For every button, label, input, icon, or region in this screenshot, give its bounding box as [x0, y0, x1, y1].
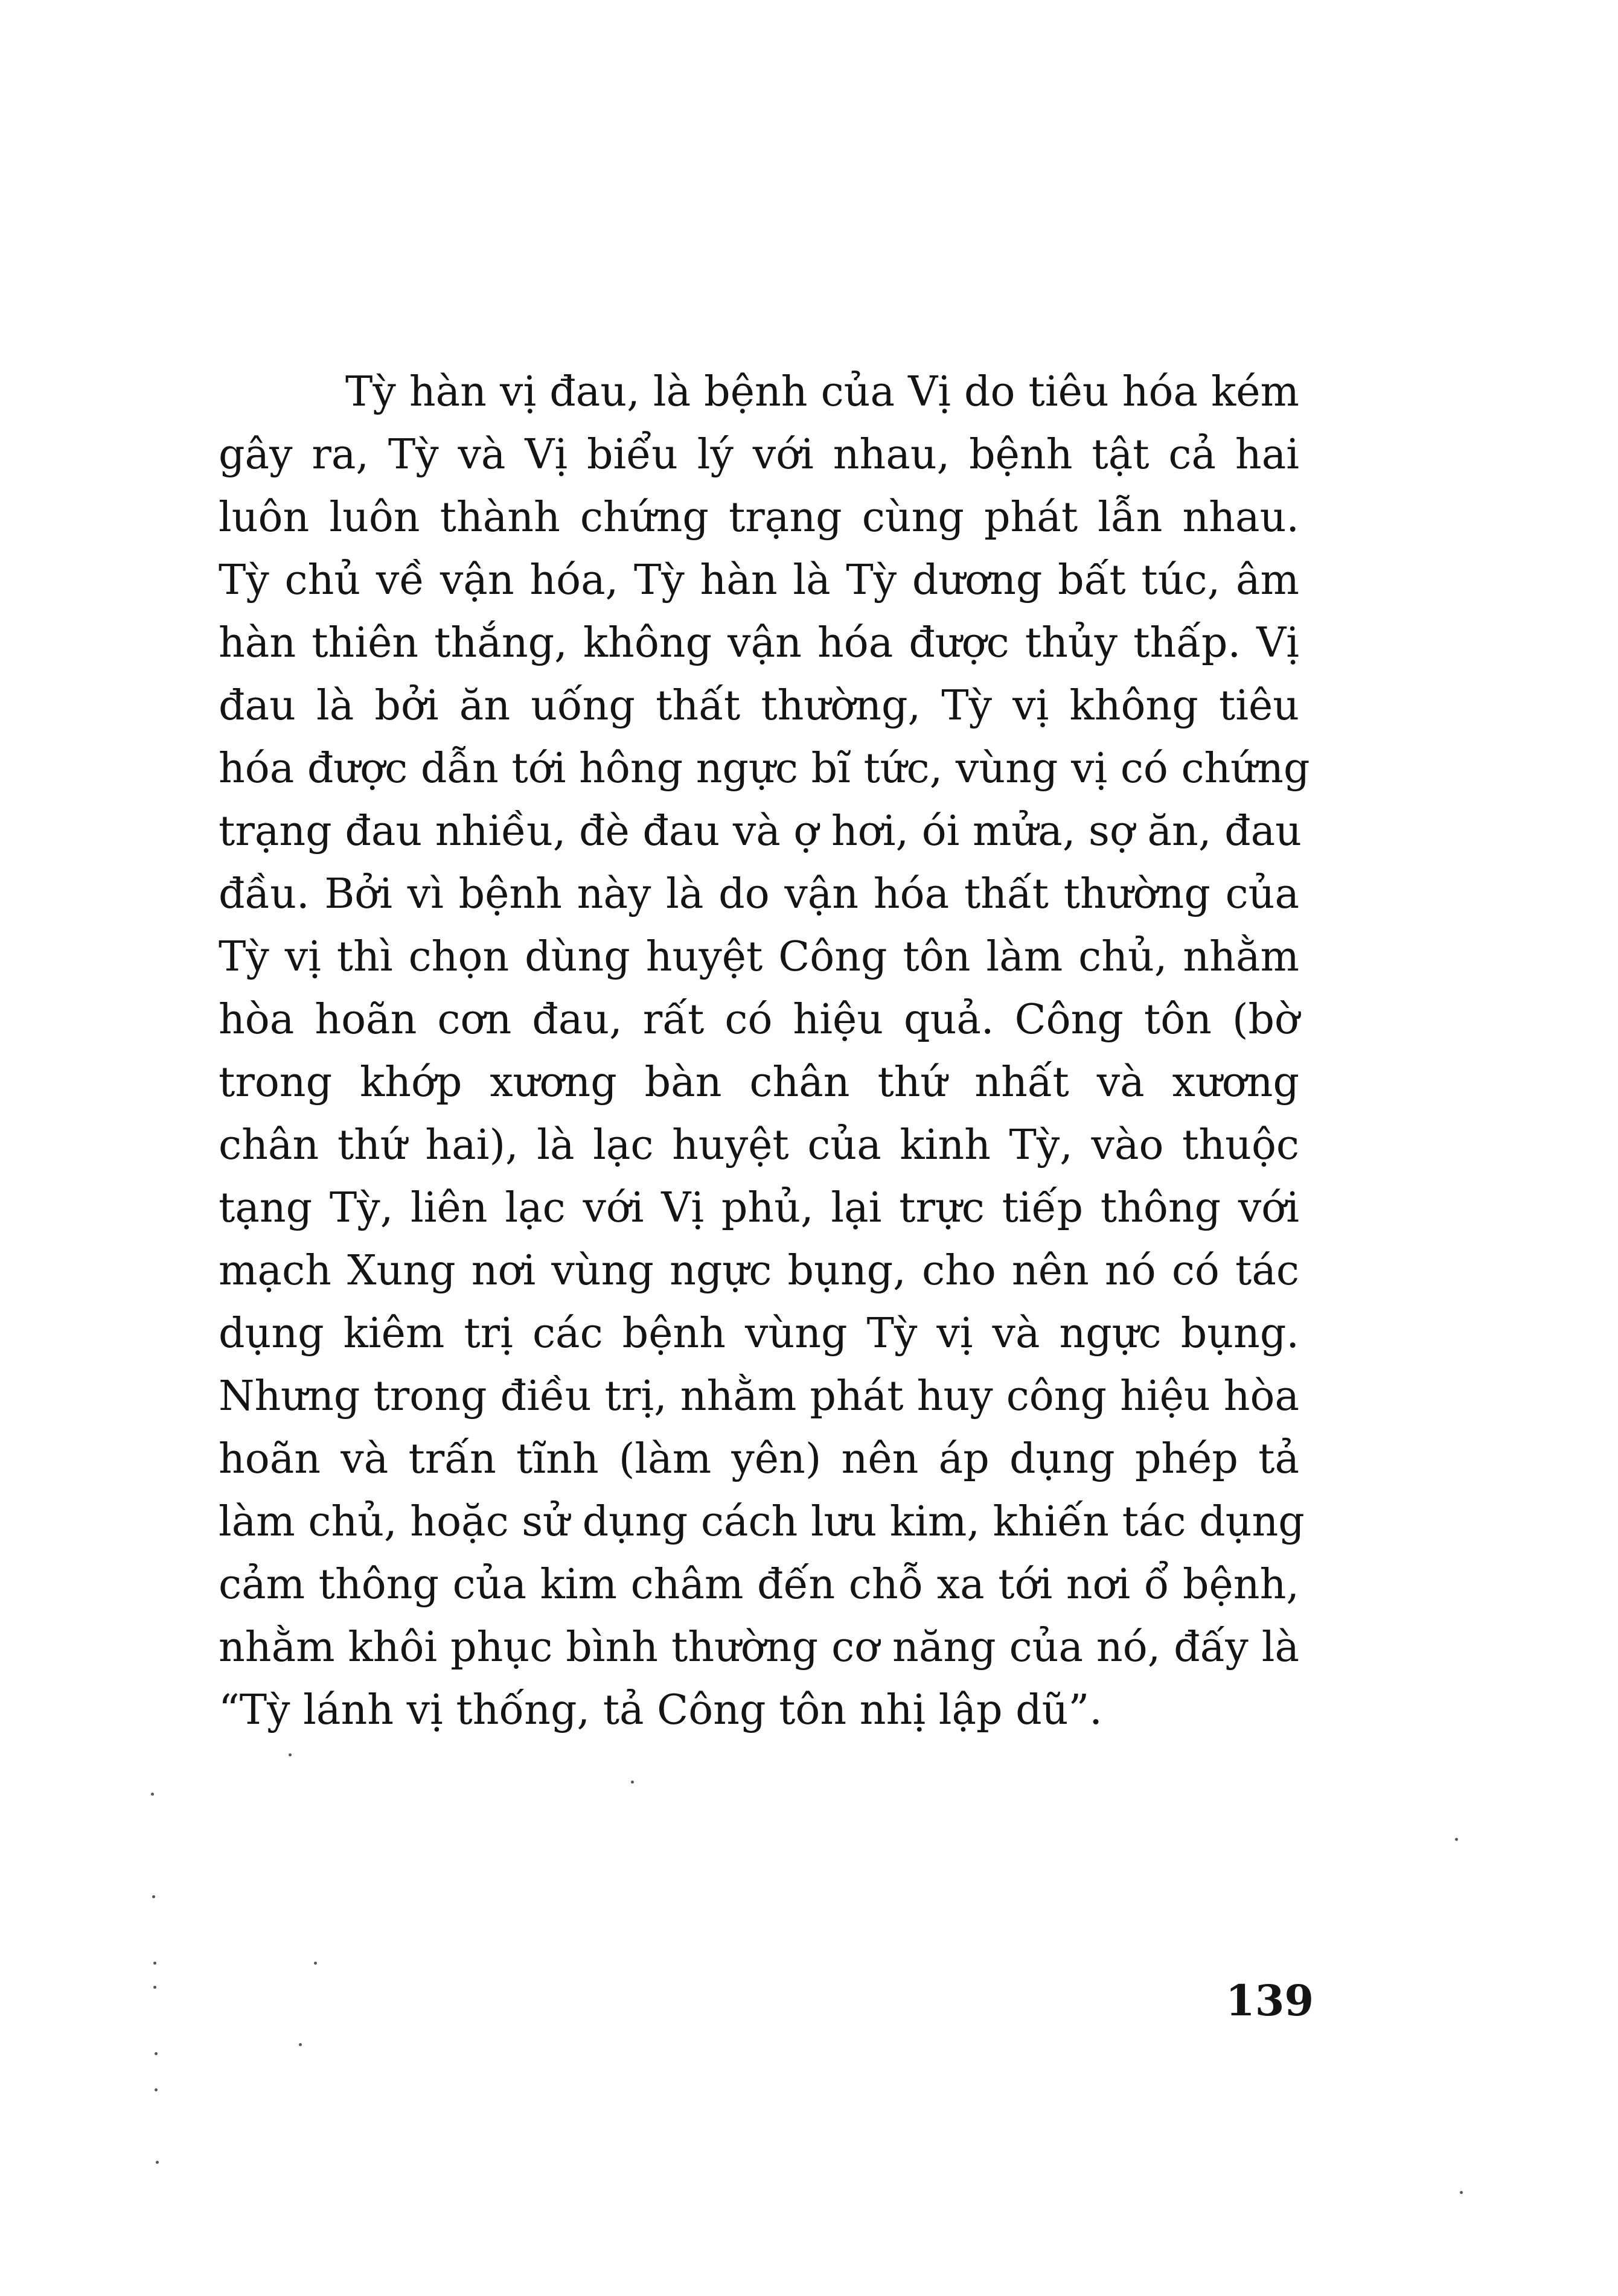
scan-speck — [1455, 1838, 1458, 1841]
text-line: dụng kiêm trị các bệnh vùng Tỳ vị và ngực bụng. — [219, 1310, 1299, 1357]
text-line: Tỳ vị thì chọn dùng huyệt Công tôn làm chủ, nhằm — [219, 933, 1299, 981]
scan-speck — [299, 2043, 302, 2046]
text-line: tạng Tỳ, liên lạc với Vị phủ, lại trực tiếp thông với — [219, 1184, 1299, 1232]
text-line: luôn luôn thành chứng trạng cùng phát lẫn nhau. — [219, 494, 1299, 541]
scan-speck — [1460, 2191, 1463, 2194]
text-line: làm chủ, hoặc sử dụng cách lưu kim, khiến tác dụng — [219, 1498, 1305, 1546]
text-line: cảm thông của kim châm đến chỗ xa tới nơi ổ bệnh, — [219, 1561, 1299, 1609]
text-line: chân thứ hai), là lạc huyệt của kinh Tỳ, vào thuộc — [219, 1121, 1299, 1169]
text-line: Nhưng trong điều trị, nhằm phát huy công hiệu hòa — [219, 1373, 1299, 1420]
scan-speck — [155, 2088, 158, 2091]
text-line: “Tỳ lánh vị thống, tả Công tôn nhị lập dũ”. — [219, 1686, 1102, 1734]
text-line: đầu. Bởi vì bệnh này là do vận hóa thất thường của — [219, 870, 1299, 918]
text-line: trạng đau nhiều, đè đau và ợ hơi, ói mửa, sợ ăn, đau — [219, 808, 1302, 855]
scan-speck — [155, 2052, 158, 2055]
text-line: đau là bởi ăn uống thất thường, Tỳ vị không tiêu — [219, 682, 1299, 730]
text-line: Tỳ hàn vị đau, là bệnh của Vị do tiêu hóa kém — [345, 368, 1299, 416]
text-line: gây ra, Tỳ và Vị biểu lý với nhau, bệnh tật cả hai — [219, 431, 1299, 479]
scan-speck — [151, 1793, 154, 1796]
scan-speck — [152, 1895, 155, 1898]
scan-speck — [153, 1986, 156, 1989]
text-line: trong khớp xương bàn chân thứ nhất và xương — [219, 1059, 1299, 1106]
scan-speck — [153, 1962, 156, 1965]
scan-speck — [289, 1753, 292, 1756]
text-line: hàn thiên thắng, không vận hóa được thủy thấp. Vị — [219, 619, 1299, 667]
text-line: mạch Xung nơi vùng ngực bụng, cho nên nó có tác — [219, 1247, 1299, 1295]
page-number: 139 — [1226, 1976, 1314, 2026]
text-line: hoãn và trấn tĩnh (làm yên) nên áp dụng phép tả — [219, 1435, 1299, 1483]
text-line: nhằm khôi phục bình thường cơ năng của nó, đấy là — [219, 1624, 1299, 1671]
scan-speck — [314, 1962, 317, 1965]
text-line: hòa hoãn cơn đau, rất có hiệu quả. Công tôn (bờ — [219, 996, 1299, 1044]
scan-speck — [156, 2161, 159, 2164]
text-line: Tỳ chủ về vận hóa, Tỳ hàn là Tỳ dương bất túc, âm — [219, 556, 1299, 604]
text-line: hóa được dẫn tới hông ngực bĩ tức, vùng vị có chứng — [219, 745, 1310, 792]
scan-speck — [631, 1781, 634, 1784]
body-paragraph — [219, 361, 1310, 1742]
